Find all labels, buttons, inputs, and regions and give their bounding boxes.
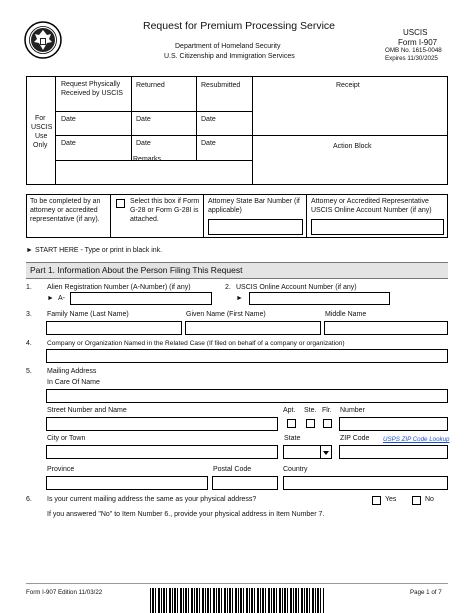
uscis-account-arrow-icon: ► xyxy=(236,295,243,302)
apt-label: Apt. xyxy=(283,407,296,414)
middle-name-input[interactable] xyxy=(324,321,448,335)
start-here-text: START HERE - Type or print in black ink. xyxy=(35,247,163,254)
date-label: Date xyxy=(61,140,76,147)
uscis-account-label: USCIS Online Account Number (if any) xyxy=(236,284,357,291)
city-label: City or Town xyxy=(47,435,86,442)
zip-lookup-link[interactable]: USPS ZIP Code Lookup xyxy=(383,436,450,443)
flr-label: Flr. xyxy=(322,407,332,414)
g28-checkbox[interactable] xyxy=(116,199,125,208)
province-label: Province xyxy=(47,466,75,473)
omb-number: OMB No. 1615-0048 xyxy=(385,47,442,54)
side-label-for: For xyxy=(35,115,46,122)
item-number: 6. xyxy=(26,496,32,503)
form-edition: Form I-907 Edition 11/03/22 xyxy=(26,589,103,596)
state-label: State xyxy=(284,435,301,442)
number-label: Number xyxy=(340,407,365,414)
account-number-label: Attorney or Accredited Representative USCIS Online Account Number (if any) xyxy=(311,198,432,214)
divider xyxy=(131,76,132,160)
country-label: Country xyxy=(283,466,308,473)
middle-name-label: Middle Name xyxy=(325,311,367,318)
divider xyxy=(203,194,204,238)
remarks-label: Remarks xyxy=(133,156,162,163)
unit-number-input[interactable] xyxy=(339,417,448,431)
postal-code-label: Postal Code xyxy=(213,466,252,473)
family-name-input[interactable] xyxy=(46,321,182,335)
chevron-down-icon[interactable] xyxy=(320,446,331,458)
agency: U.S. Citizenship and Immigration Services xyxy=(164,53,295,60)
given-name-input[interactable] xyxy=(185,321,321,335)
date-label: Date xyxy=(201,140,216,147)
family-name-label: Family Name (Last Name) xyxy=(47,311,129,318)
divider xyxy=(252,76,253,185)
resubmitted-header: Resubmitted xyxy=(201,82,241,89)
bar-number-input[interactable] xyxy=(208,219,303,235)
footer-rule xyxy=(26,583,448,584)
province-input[interactable] xyxy=(46,476,208,490)
street-input[interactable] xyxy=(46,417,278,431)
date-label: Date xyxy=(136,140,151,147)
account-number-input[interactable] xyxy=(311,219,444,235)
g28-checkbox-label: Select this box if Form G-28 or Form G-28I is attached. xyxy=(130,198,200,223)
yes-checkbox[interactable] xyxy=(372,496,381,505)
divider xyxy=(110,194,111,238)
in-care-of-input[interactable] xyxy=(46,389,448,403)
mailing-address-label: Mailing Address xyxy=(47,368,97,375)
date-label: Date xyxy=(61,116,76,123)
given-name-label: Given Name (First Name) xyxy=(186,311,266,318)
bar-number-label: Attorney State Bar Number (if applicable) xyxy=(208,198,300,214)
part1-title: Part 1. Information About the Person Filing This Request xyxy=(30,265,243,275)
a-number-prefix: A- xyxy=(58,295,65,302)
ste-label: Ste. xyxy=(304,407,317,414)
postal-code-input[interactable] xyxy=(212,476,278,490)
divider xyxy=(55,76,56,185)
returned-header: Returned xyxy=(136,82,165,89)
receipt-header: Receipt xyxy=(336,82,360,89)
item-number: 1. xyxy=(26,284,32,291)
company-label: Company or Organization Named in the Related Case (If filed on behalf of a company or organization) xyxy=(47,340,345,347)
form-number: Form I-907 xyxy=(398,38,438,47)
a-number-input[interactable] xyxy=(70,292,212,305)
expiration-date: Expires 11/30/2025 xyxy=(385,55,438,62)
item-number: 3. xyxy=(26,311,32,318)
divider xyxy=(253,135,448,136)
divider xyxy=(196,76,197,160)
received-header: Request Physically Received by USCIS xyxy=(61,81,123,97)
ste-checkbox[interactable] xyxy=(306,419,315,428)
agency-short: USCIS xyxy=(403,28,428,37)
divider xyxy=(56,111,252,112)
start-here-arrow-icon: ► xyxy=(26,247,33,254)
in-care-of-label: In Care Of Name xyxy=(47,379,100,386)
a-number-label: Alien Registration Number (A-Number) (if any) xyxy=(47,284,191,291)
no-checkbox[interactable] xyxy=(412,496,421,505)
country-input[interactable] xyxy=(283,476,448,490)
action-block-label: Action Block xyxy=(333,143,372,150)
item-number: 2. xyxy=(225,284,231,291)
divider xyxy=(306,194,307,238)
yes-label: Yes xyxy=(385,496,397,503)
uscis-account-input[interactable] xyxy=(249,292,390,305)
to-be-completed-text: To be completed by an attorney or accredited representative (if any). xyxy=(30,198,101,223)
follow-up-instruction: If you answered "No" to Item Number 6., provide your physical address in Item Number 7. xyxy=(47,511,325,518)
city-input[interactable] xyxy=(46,445,278,459)
a-number-arrow-icon: ► xyxy=(47,295,54,302)
form-title: Request for Premium Processing Service xyxy=(143,20,335,32)
zip-input[interactable] xyxy=(339,445,448,459)
page-number: Page 1 of 7 xyxy=(410,589,442,596)
date-label: Date xyxy=(136,116,151,123)
dhs-seal xyxy=(24,21,62,59)
side-label-use: Use xyxy=(35,133,48,140)
street-label: Street Number and Name xyxy=(47,407,127,414)
item-number: 5. xyxy=(26,368,32,375)
divider xyxy=(56,135,252,136)
flr-checkbox[interactable] xyxy=(323,419,332,428)
date-label: Date xyxy=(201,116,216,123)
side-label-uscis: USCIS xyxy=(31,124,53,131)
apt-checkbox[interactable] xyxy=(287,419,296,428)
department: Department of Homeland Security xyxy=(175,43,281,50)
company-input[interactable] xyxy=(46,349,448,363)
no-label: No xyxy=(425,496,434,503)
item-number: 4. xyxy=(26,340,32,347)
side-label-only: Only xyxy=(33,142,48,149)
barcode xyxy=(150,588,324,613)
same-address-question: Is your current mailing address the same as your physical address? xyxy=(47,496,257,503)
zip-label: ZIP Code xyxy=(340,435,370,442)
